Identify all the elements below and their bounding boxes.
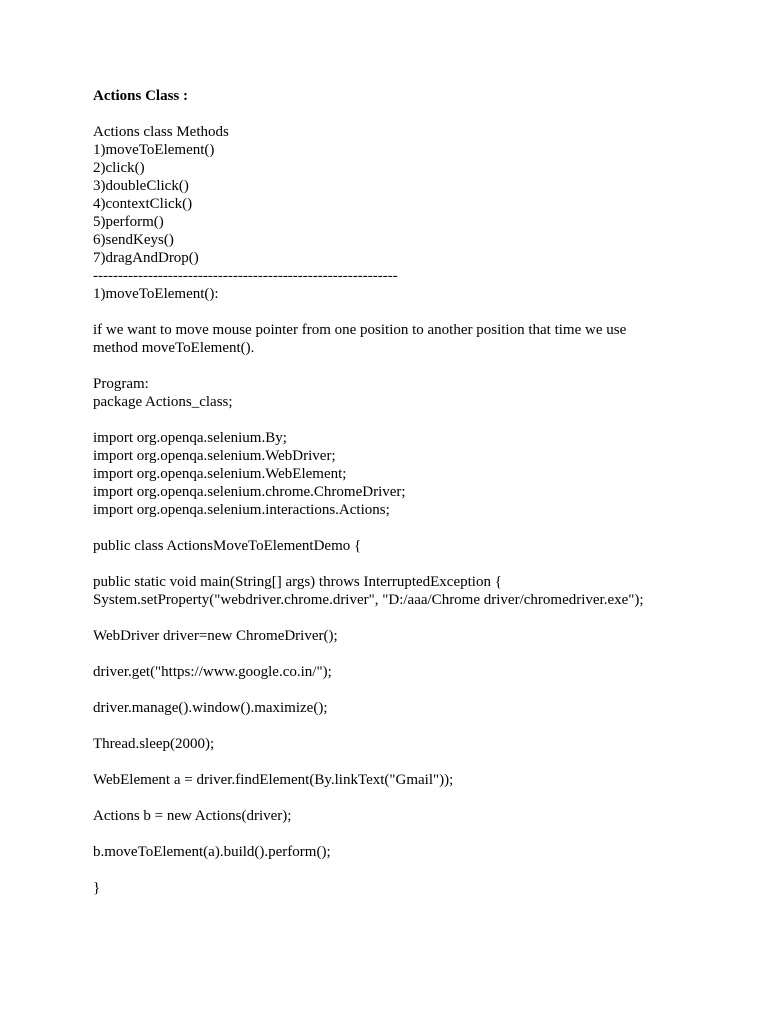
code-line: driver.manage().window().maximize();: [93, 700, 328, 716]
blank-line: [93, 861, 693, 879]
document-heading: Actions Class :: [93, 88, 189, 104]
document-body: [93, 87, 693, 897]
code-line: driver.get("https://www.google.co.in/");: [93, 664, 332, 680]
method-item: 6)sendKeys(): [93, 232, 174, 248]
blank-line: [93, 717, 693, 735]
blank-line: [93, 645, 693, 663]
blank-line: [93, 753, 693, 771]
method-item: 7)dragAndDrop(): [93, 250, 199, 266]
blank-line: [93, 789, 693, 807]
method-item: 1)moveToElement(): [93, 142, 215, 158]
code-line: WebDriver driver=new ChromeDriver();: [93, 628, 338, 644]
description-line: method moveToElement().: [93, 340, 255, 356]
code-line: System.setProperty("webdriver.chrome.driver", "D:/aaa/Chrome driver/chromedriver.exe");: [93, 592, 644, 608]
code-line: Thread.sleep(2000);: [93, 736, 215, 752]
closing-brace: }: [93, 880, 101, 896]
separator-line: -------------------------------------------------------------: [93, 268, 398, 284]
method-item: 3)doubleClick(): [93, 178, 189, 194]
methods-title: Actions class Methods: [93, 124, 229, 140]
blank-line: [93, 555, 693, 573]
import-line: import org.openqa.selenium.WebElement;: [93, 466, 347, 482]
blank-line: [93, 411, 693, 429]
import-line: import org.openqa.selenium.WebDriver;: [93, 448, 336, 464]
blank-line: [93, 681, 693, 699]
code-line: package Actions_class;: [93, 394, 233, 410]
code-line: public class ActionsMoveToElementDemo {: [93, 538, 362, 554]
import-line: import org.openqa.selenium.interactions.Actions;: [93, 502, 390, 518]
program-label: Program:: [93, 376, 149, 392]
code-line: public static void main(String[] args) throws InterruptedException {: [93, 574, 502, 590]
section-title: 1)moveToElement():: [93, 286, 219, 302]
method-item: 5)perform(): [93, 214, 164, 230]
method-item: 4)contextClick(): [93, 196, 193, 212]
code-line: Actions b = new Actions(driver);: [93, 808, 292, 824]
code-line: b.moveToElement(a).build().perform();: [93, 844, 331, 860]
blank-line: [93, 825, 693, 843]
description-line: if we want to move mouse pointer from one position to another position that time we use: [93, 322, 627, 338]
method-item: 2)click(): [93, 160, 145, 176]
blank-line: [93, 105, 693, 123]
import-line: import org.openqa.selenium.By;: [93, 430, 287, 446]
blank-line: [93, 609, 693, 627]
import-line: import org.openqa.selenium.chrome.ChromeDriver;: [93, 484, 406, 500]
blank-line: [93, 357, 693, 375]
code-line: WebElement a = driver.findElement(By.linkText("Gmail"));: [93, 772, 454, 788]
blank-line: [93, 303, 693, 321]
blank-line: [93, 519, 693, 537]
